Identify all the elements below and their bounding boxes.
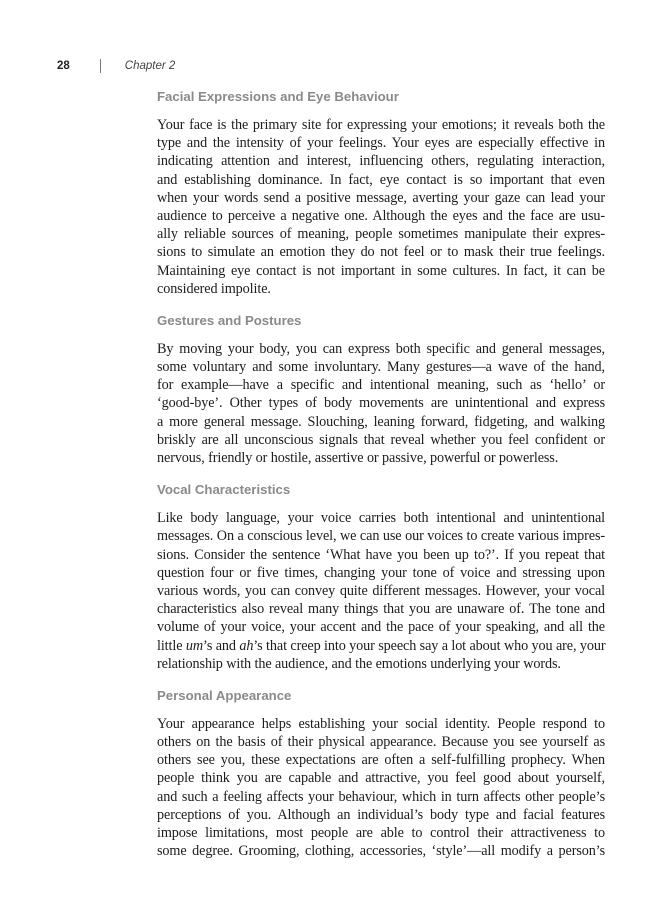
section-facial-expressions [157,86,605,298]
text-line: some voluntary and some involuntary. Many gestures—a wave of the hand, [157,359,605,376]
text-line: By moving your body, you can express both specific and general messages, [157,340,605,357]
text-line: indicating attention and interest, influencing others, regulating interaction, [157,153,605,170]
text-line: audience to perceive a negative one. Although the eyes and the face are usu- [157,207,605,224]
chapter-label: Chapter 2 [124,60,176,72]
text-line: impose limitations, most people are able to control their attractiveness to [157,825,605,841]
text-line: others see you, these expectations are often a self-fulfilling prophecy. When [157,752,605,769]
text-line: ally reliable sources of meaning, people sometimes manipulate their expres- [157,226,605,243]
section-gestures-postures [157,310,605,467]
text-line: volume of your voice, your accent and the pace of your speaking, and all the [157,619,605,636]
text-line: people think you are capable and attractive, you feel good about yourself, [157,770,605,787]
text-line: for example—have a specific and intentional meaning, such as ‘hello’ or [157,377,605,394]
text-line: briskly are all unconscious signals that reveal whether you feel confident or [157,431,605,448]
text-line: Maintaining eye contact is not important in some cultures. In fact, it can be [157,262,605,279]
section-heading: Gestures and Postures [157,312,302,328]
page-number: 28 [57,60,70,72]
section-paragraph [157,715,605,861]
text-line: ‘good-bye’. Other types of body movements are unintentional and express [157,395,605,412]
text-line: type and the intensity of your feelings. Your eyes are especially effective in [157,135,605,152]
text-line: nervous, friendly or hostile, assertive or passive, powerful or powerless. [157,450,559,466]
section-heading: Facial Expressions and Eye Behaviour [157,89,399,104]
running-head [57,58,175,74]
text-line: considered impolite. [157,280,271,297]
text-line: when your words send a positive message, averting your gaze can lead your [157,189,605,206]
page-content [157,86,605,872]
section-personal-appearance [157,685,605,861]
text-line: characteristics also reveal many things that you are unaware of. The tone and [157,601,605,618]
section-heading: Personal Appearance [157,687,292,703]
section-vocal-characteristics [157,479,605,673]
section-paragraph [157,509,605,673]
text-line: Your appearance helps establishing your social identity. People respond to [157,715,605,732]
text-line: question four or five times, changing your tone of voice and stressing upon [157,564,605,581]
text-line: sions. Consider the sentence ‘What have you been up to?’. If you repeat that [157,546,605,563]
text-line: Like body language, your voice carries both intentional and unintentional [157,510,605,527]
text-line: Your face is the primary site for expressing your emotions; it reveals both the [157,117,605,133]
text-line: and such a feeling affects your behaviour, which in turn affects other people’s [157,788,605,805]
text-line: relationship with the audience, and the emotions underlying your words. [157,655,561,672]
text-line: perceptions of you. Although an individual’s body type and facial features [157,806,605,823]
section-paragraph [157,116,605,298]
text-line: some degree. Grooming, clothing, accessories, ‘style’—all modify a person’s [157,843,605,860]
text-line: messages. On a conscious level, we can use our voices to create various impres- [157,528,605,545]
text-line: others on the basis of their physical appearance. Because you see yourself as [157,734,605,751]
text-line: and establishing dominance. In fact, eye contact is so important that even [157,171,605,188]
section-paragraph [157,340,605,467]
section-heading: Vocal Characteristics [157,482,291,498]
text-line: sions to simulate an emotion they do not feel or to mask their true feelings. [157,244,605,261]
header-divider [100,59,101,73]
text-line: a more general message. Slouching, leaning forward, fidgeting, and walking [157,413,605,430]
text-line: little um’s and ah’s that creep into your speech say a lot about who you are, your [157,637,606,654]
text-line: various words, you can convey quite different messages. However, your vocal [157,582,605,599]
